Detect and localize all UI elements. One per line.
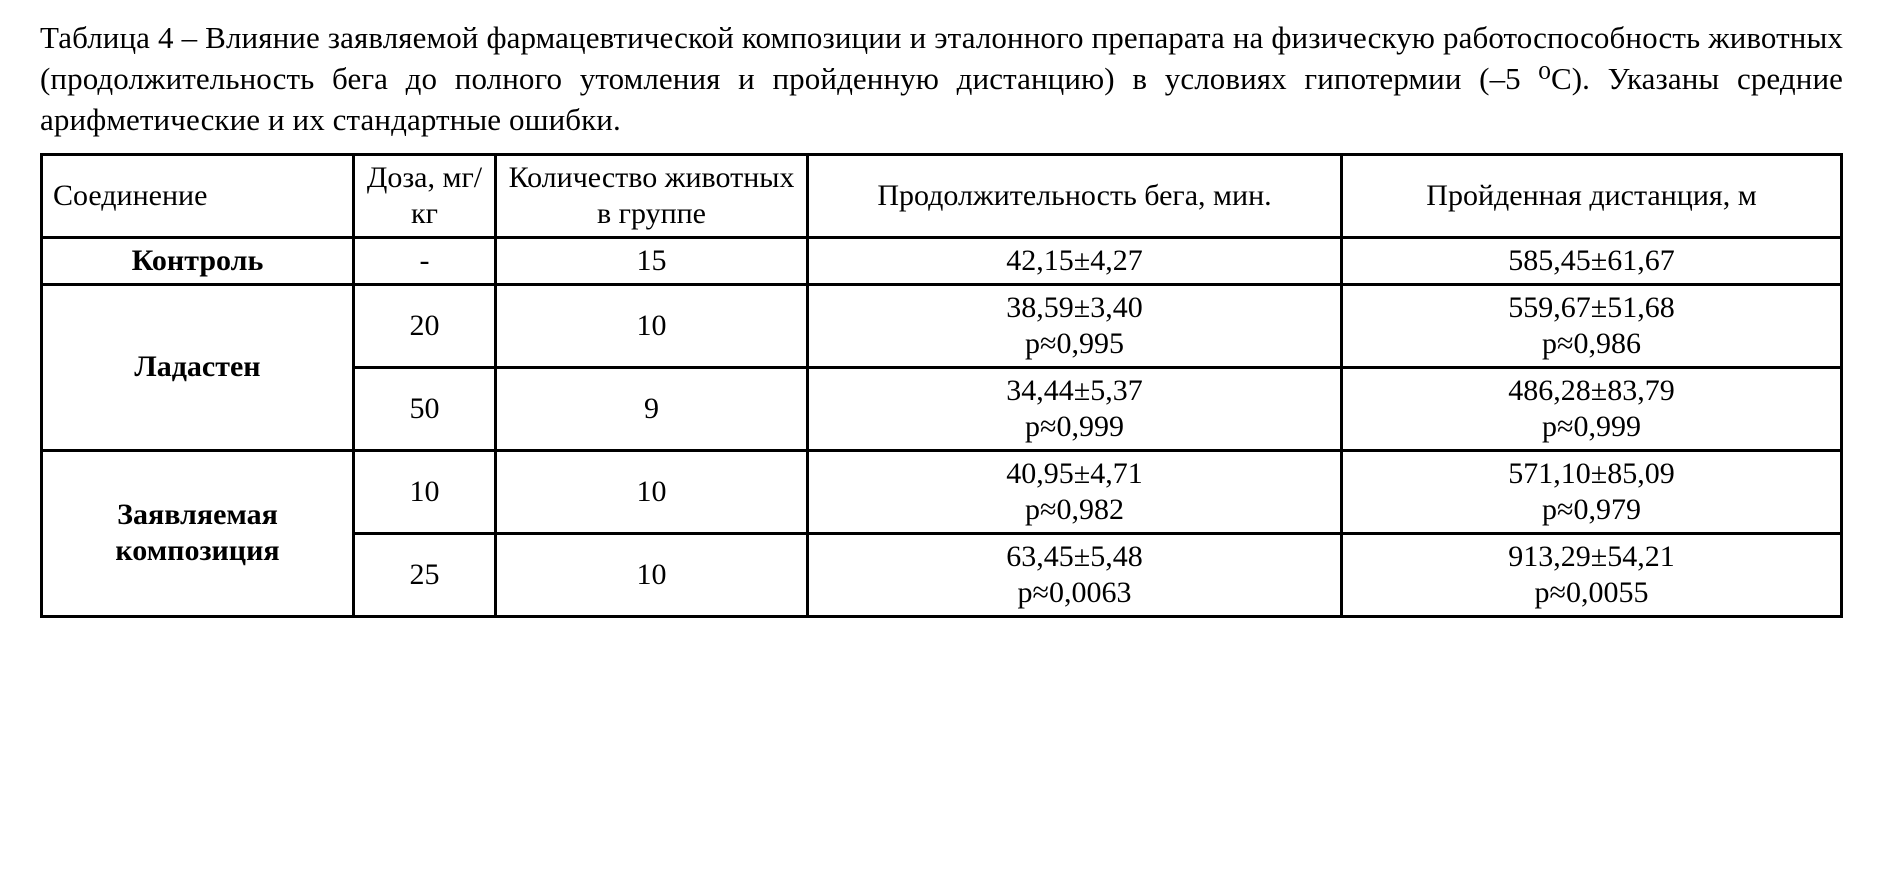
duration-value: 40,95±4,71 bbox=[1006, 456, 1143, 490]
cell-duration bbox=[808, 284, 1342, 367]
duration-pvalue: p≈0,999 bbox=[1025, 409, 1124, 443]
distance-value: 913,29±54,21 bbox=[1508, 539, 1675, 573]
duration-value: 34,44±5,37 bbox=[1006, 373, 1143, 407]
cell-dose: 25 bbox=[354, 533, 496, 616]
cell-count: 10 bbox=[496, 533, 808, 616]
header-animal-count: Количество животных в группе bbox=[496, 154, 808, 237]
distance-value: 559,67±51,68 bbox=[1508, 290, 1675, 324]
results-table bbox=[40, 153, 1843, 618]
table-header-row bbox=[42, 154, 1842, 237]
cell-dose: - bbox=[354, 237, 496, 284]
duration-value: 42,15±4,27 bbox=[1006, 243, 1143, 277]
header-run-duration: Продолжительность бега, мин. bbox=[808, 154, 1342, 237]
duration-value: 38,59±3,40 bbox=[1006, 290, 1143, 324]
cell-duration bbox=[808, 450, 1342, 533]
cell-distance bbox=[1342, 367, 1842, 450]
cell-distance bbox=[1342, 284, 1842, 367]
distance-pvalue: p≈0,0055 bbox=[1534, 575, 1649, 609]
duration-value: 63,45±5,48 bbox=[1006, 539, 1143, 573]
cell-distance bbox=[1342, 533, 1842, 616]
table-header bbox=[42, 154, 1842, 237]
cell-count: 10 bbox=[496, 450, 808, 533]
cell-dose: 20 bbox=[354, 284, 496, 367]
table-row bbox=[42, 450, 1842, 533]
distance-value: 486,28±83,79 bbox=[1508, 373, 1675, 407]
cell-count: 15 bbox=[496, 237, 808, 284]
duration-pvalue: p≈0,995 bbox=[1025, 326, 1124, 360]
cell-distance bbox=[1342, 450, 1842, 533]
distance-pvalue: p≈0,999 bbox=[1542, 409, 1641, 443]
table-row bbox=[42, 237, 1842, 284]
duration-pvalue: p≈0,982 bbox=[1025, 492, 1124, 526]
cell-distance bbox=[1342, 237, 1842, 284]
cell-duration bbox=[808, 237, 1342, 284]
table-caption: Таблица 4 – Влияние заявляемой фармацевтической композиции и эталонного препарата на физическую работоспособность животных (продолжительность бега до полного утомления и пройденную дистанцию) в условиях гипотермии (–5 ⁰C). Указаны средние арифметические и их стандартные ошибки. bbox=[40, 20, 1843, 137]
cell-duration bbox=[808, 533, 1342, 616]
cell-count: 10 bbox=[496, 284, 808, 367]
cell-compound: Ладастен bbox=[42, 284, 354, 450]
distance-value: 585,45±61,67 bbox=[1508, 243, 1675, 277]
cell-dose: 50 bbox=[354, 367, 496, 450]
cell-count: 9 bbox=[496, 367, 808, 450]
distance-pvalue: p≈0,986 bbox=[1542, 326, 1641, 360]
table-body bbox=[42, 237, 1842, 616]
distance-pvalue: p≈0,979 bbox=[1542, 492, 1641, 526]
distance-value: 571,10±85,09 bbox=[1508, 456, 1675, 490]
header-dose: Доза, мг/кг bbox=[354, 154, 496, 237]
header-distance: Пройденная дистанция, м bbox=[1342, 154, 1842, 237]
cell-compound: Заявляемая композиция bbox=[42, 450, 354, 616]
table-row bbox=[42, 284, 1842, 367]
cell-duration bbox=[808, 367, 1342, 450]
header-compound: Соединение bbox=[42, 154, 354, 237]
cell-dose: 10 bbox=[354, 450, 496, 533]
duration-pvalue: p≈0,0063 bbox=[1017, 575, 1132, 609]
cell-compound: Контроль bbox=[42, 237, 354, 284]
